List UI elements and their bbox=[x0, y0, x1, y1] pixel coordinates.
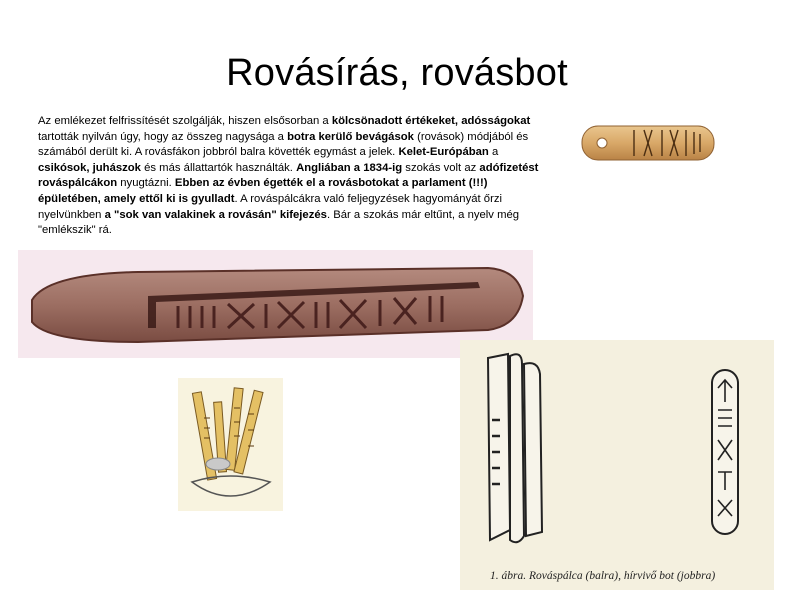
paragraph-bold-run: adófizetést rováspálcákon bbox=[38, 161, 539, 190]
paragraph-text-run: Az emlékezet felfrissítését szolgálják, hiszen elsősorban a bbox=[38, 115, 332, 127]
paragraph-bold-run: a "sok van valakinek a rovásán" kifejezés bbox=[104, 208, 327, 221]
paragraph-bold-run: Ebben az évben égették el a rovásbotokat a parlament (!!!) épületében, amely ettől ki is gyulladt bbox=[38, 177, 488, 205]
large-tally-stick-image bbox=[18, 250, 533, 358]
paragraph-text-run: . A rováspálcákra való feljegyzések hagyományát őrzi nyelvünkben bbox=[38, 192, 503, 221]
paragraph-text-run: és más állattartók használták. bbox=[140, 161, 297, 174]
paragraph-text-run: szokás volt az bbox=[402, 161, 480, 174]
paragraph-bold-run: botra kerülő bevágások bbox=[287, 130, 414, 143]
figure-drawing bbox=[460, 340, 774, 590]
paragraph-text-run: . Bár a szokás már eltűnt, a nyelv még "emlékszik" rá. bbox=[38, 208, 520, 237]
slide-title: Rovásírás, rovásbot bbox=[226, 52, 568, 94]
paragraph-bold-run: csikósok, juhászok bbox=[38, 161, 141, 174]
stick-bundle-image bbox=[178, 378, 283, 511]
paragraph-text-run: tartották nyilván úgy, hogy az összeg nagysága a bbox=[38, 130, 288, 143]
paragraph-bold-run: Kelet-Európában bbox=[398, 146, 489, 159]
figure-caption: 1. ábra. Rováspálca (balra), hírvivő bot (jobbra) bbox=[490, 570, 716, 582]
body-paragraph bbox=[38, 114, 548, 239]
paragraph-text-run: nyugtázni. bbox=[117, 177, 175, 190]
paragraph-bold-run: kölcsönadott értékeket, adósságokat bbox=[331, 115, 531, 127]
paragraph-text-run: (rovások) módjából és számából derült ki. A rovásfákon jobbról balra követték egymást a jelek. bbox=[38, 130, 529, 159]
small-tally-stick-image bbox=[578, 118, 718, 168]
paragraph-bold-run: Angliában a 1834-ig bbox=[296, 161, 403, 174]
paragraph-text-run: a bbox=[488, 146, 499, 159]
